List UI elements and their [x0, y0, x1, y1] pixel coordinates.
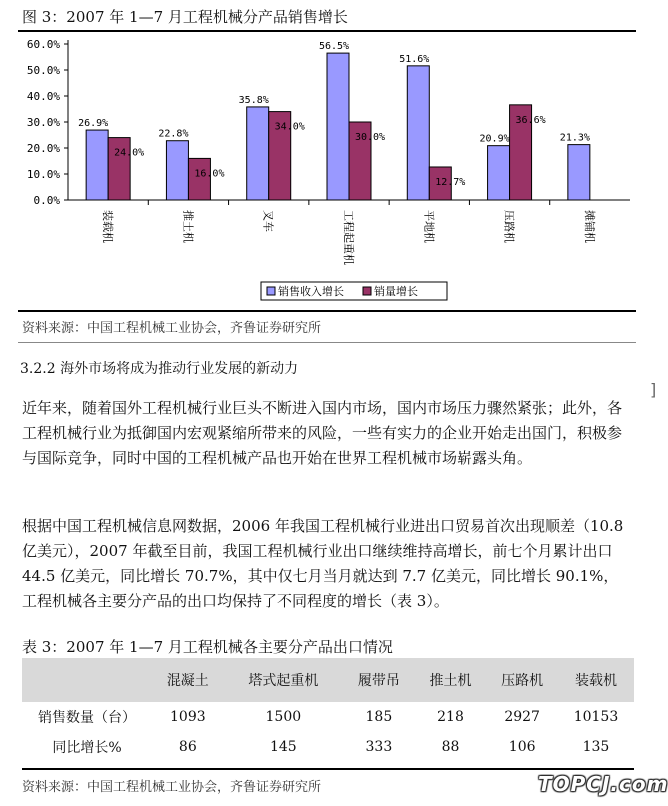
bar	[327, 53, 349, 200]
x-category-label: 平地机	[422, 210, 436, 243]
watermark-logo: TOPCJ.com	[538, 772, 668, 796]
bar	[86, 130, 108, 200]
data-label: 30.0%	[354, 132, 386, 143]
table-header-row	[22, 658, 634, 702]
paragraph-1: 近年来，随着国外工程机械行业巨头不断进入国内市场，国内市场压力骤然紧张；此外，各工程机械行业为抵御国内宏观紧缩所带来的风险，一些有实力的企业开始走出国门，积极参与国际竞争，同时中国的工程机械产品也开始在世界工程机械市场崭露头角。	[22, 399, 623, 467]
sales-growth-chart	[18, 32, 638, 310]
table-cell: 135	[582, 739, 610, 755]
data-label: 34.0%	[274, 121, 305, 133]
table-cell: 1093	[170, 709, 206, 725]
x-category-label-group	[262, 210, 275, 232]
x-category-label: 压路机	[502, 210, 516, 243]
x-category-label: 工程起重机	[342, 210, 355, 265]
section-title: 3.2.2 海外市场将成为推动行业发展的新动力	[20, 361, 299, 377]
x-category-label: 叉车	[261, 210, 275, 232]
table-header-cell: 推土机	[415, 658, 487, 702]
table-row	[22, 732, 634, 762]
data-label: 51.6%	[399, 53, 430, 65]
data-label: 35.8%	[238, 94, 269, 106]
x-category-label-group	[422, 210, 436, 243]
data-label: 21.3%	[559, 132, 590, 144]
bar	[568, 145, 590, 200]
table-cell: 1500	[265, 709, 302, 725]
table-header-cell: 履带吊	[343, 658, 415, 702]
y-tick-label: 20.0%	[26, 142, 60, 155]
data-label: 26.9%	[78, 118, 109, 130]
paragraph-2: 根据中国工程机械信息网数据，2006 年我国工程机械行业进出口贸易首次出现顺差（10.8 亿美元），2007 年截至目前，我国工程机械行业出口继续维持高增长，前七个月累计出口 44.5 亿美元，同比增长 70.7%，其中仅七月当月就达到 7.7 亿美元，同比增长 90.1%，工程机械各主要分产品的出口均保持了不同程度的增长（表 3）。	[22, 517, 624, 610]
table-cell: 185	[365, 709, 393, 725]
y-tick-label: 0.0%	[33, 194, 60, 207]
chart-legend	[261, 282, 447, 300]
x-category-label: 推土机	[181, 210, 195, 243]
figure-title: 图 3：2007 年 1—7 月工程机械分产品销售增长	[22, 8, 348, 26]
table-source: 资料来源：中国工程机械工业协会，齐鲁证券研究所	[22, 780, 322, 795]
bar	[407, 66, 429, 200]
table-header-cell	[22, 658, 152, 702]
x-category-label: 装载机	[101, 210, 115, 243]
table-cell: 145	[269, 739, 297, 755]
data-label: 22.8%	[158, 128, 189, 140]
data-label: 24.0%	[114, 147, 145, 159]
x-category-label-group	[181, 210, 195, 243]
y-tick-label: 60.0%	[26, 38, 60, 51]
table-cell: 2927	[504, 709, 540, 725]
table-cell: 86	[178, 739, 197, 755]
table-cell: 333	[365, 739, 393, 755]
table-title: 表 3：2007 年 1—7 月工程机械各主要分产品出口情况	[22, 638, 393, 656]
figure-source: 资料来源：中国工程机械工业协会，齐鲁证券研究所	[22, 321, 322, 336]
table-cell: 106	[508, 739, 536, 755]
table-header-cell: 装载机	[558, 658, 634, 702]
y-tick-label: 30.0%	[26, 116, 60, 129]
y-tick-label: 40.0%	[26, 90, 60, 103]
y-tick-label: 10.0%	[26, 168, 60, 181]
legend-label: 销售收入增长	[278, 285, 344, 298]
legend-swatch	[267, 287, 275, 295]
x-category-label-group	[101, 210, 115, 243]
table-header-cell: 混凝土	[152, 658, 224, 702]
bar	[247, 107, 269, 200]
x-category-label-group	[342, 210, 356, 265]
data-label: 20.9%	[479, 133, 510, 145]
export-table	[22, 658, 634, 762]
data-label: 56.5%	[318, 41, 350, 53]
table-header-cell: 压路机	[486, 658, 558, 702]
legend-label: 销量增长	[374, 285, 418, 298]
x-category-label-group	[503, 210, 517, 243]
bar	[166, 141, 188, 200]
table-cell: 10153	[573, 709, 619, 725]
bars	[78, 41, 590, 200]
figure-source-rule	[18, 342, 636, 343]
table-cell: 218	[437, 709, 464, 725]
legend-swatch	[363, 287, 371, 295]
x-category-label: 摊铺机	[582, 210, 596, 243]
row-label: 同比增长%	[52, 740, 122, 756]
bar	[488, 146, 510, 200]
x-category-label-group	[583, 210, 597, 243]
data-label: 36.6%	[515, 114, 546, 126]
y-tick-label: 50.0%	[26, 64, 60, 77]
table-row	[22, 702, 634, 732]
data-label: 12.7%	[435, 176, 466, 188]
figure-bottom-rule	[18, 310, 636, 312]
data-label: 16.0%	[194, 168, 225, 180]
table-header-cell: 塔式起重机	[224, 658, 343, 702]
row-label: 销售数量（台）	[38, 710, 136, 726]
x-axis-labels	[101, 200, 597, 265]
margin-bracket: ]	[650, 380, 657, 399]
table-bottom-rule	[22, 768, 634, 770]
table-cell: 88	[441, 739, 460, 755]
